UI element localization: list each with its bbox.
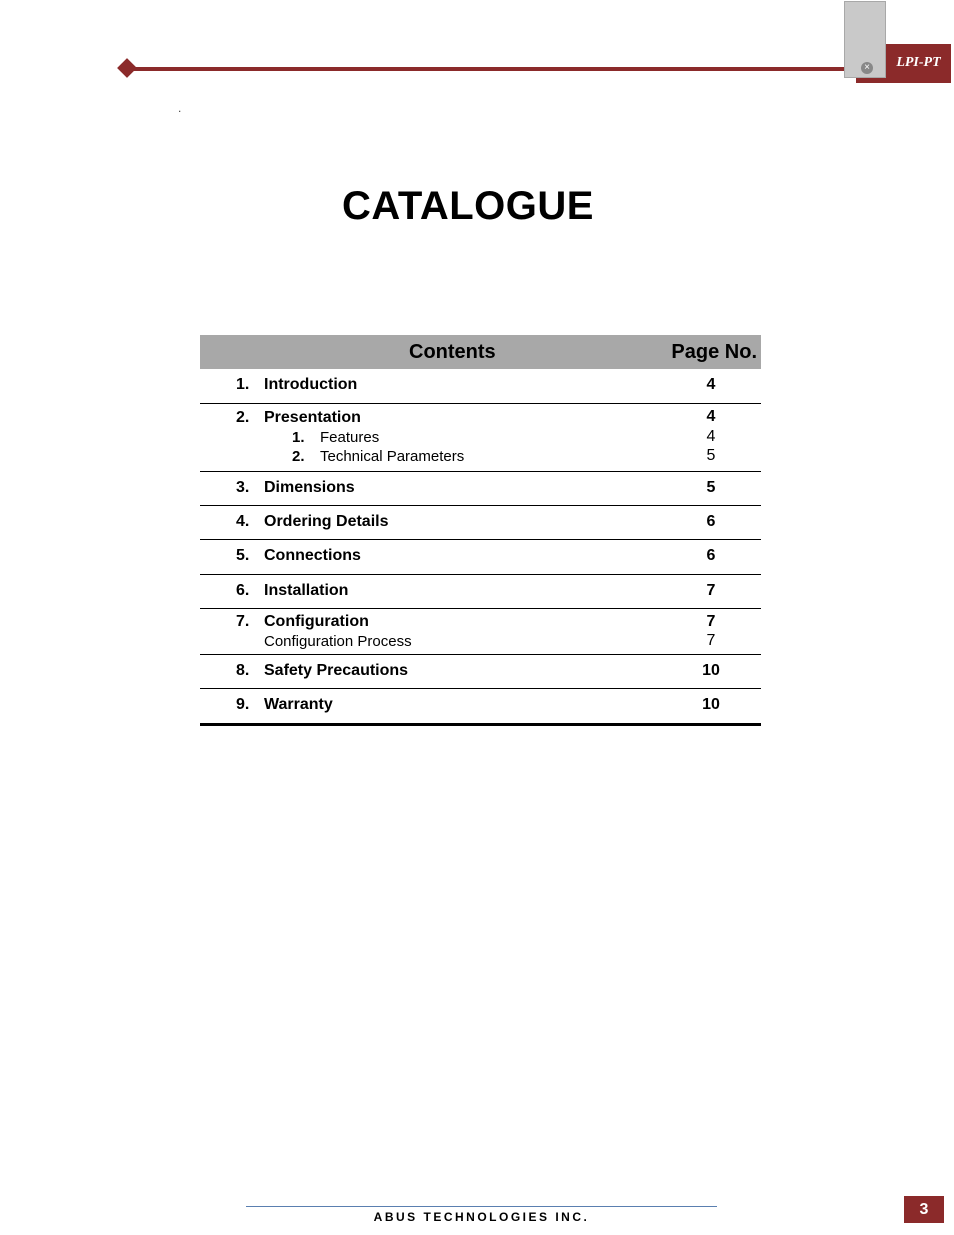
subentry-number: 2. xyxy=(292,448,305,465)
entry-page: 7 xyxy=(706,613,716,630)
entry-title: 8. Safety Precautions xyxy=(236,662,409,679)
header-diamond-icon xyxy=(117,58,137,78)
table-row xyxy=(200,472,761,506)
subentry-number: 1. xyxy=(292,429,305,446)
entry-title: 5. Connections xyxy=(236,547,361,564)
table-row xyxy=(200,404,761,472)
entry-title: 1. Introduction xyxy=(236,376,358,393)
entry-page: 10 xyxy=(702,696,720,713)
entry-page: 4 xyxy=(706,376,716,393)
entry-title: 6. Installation xyxy=(236,582,349,599)
subentry-page: 7 xyxy=(706,632,716,649)
entry-title: 3. Dimensions xyxy=(236,479,355,496)
entry-title: 4. Ordering Details xyxy=(236,513,389,530)
contents-table-header xyxy=(200,335,761,369)
header-rule xyxy=(128,67,846,71)
table-row xyxy=(200,689,761,726)
contents-table xyxy=(200,335,761,726)
subentry-page: 4 xyxy=(706,428,716,445)
page-title: CATALOGUE xyxy=(342,184,594,228)
subentry-title: Features xyxy=(320,429,380,446)
entry-title: 9. Warranty xyxy=(236,696,333,713)
subentry-title: Configuration Process xyxy=(264,633,412,650)
close-circle-icon: × xyxy=(861,62,873,74)
subentry-title: Technical Parameters xyxy=(320,448,465,465)
footer-company: ABUS TECHNOLOGIES INC. xyxy=(373,1210,590,1224)
footer-rule xyxy=(246,1206,717,1207)
table-row xyxy=(200,609,761,655)
entry-page: 6 xyxy=(706,547,716,564)
subentry-page: 5 xyxy=(706,447,716,464)
entry-page: 7 xyxy=(706,582,716,599)
page-number-badge: 3 xyxy=(904,1196,944,1223)
stray-dot: . xyxy=(178,101,182,115)
table-row xyxy=(200,655,761,689)
entry-page: 10 xyxy=(702,662,720,679)
page-column-header: Page No. xyxy=(671,341,757,363)
table-row xyxy=(200,575,761,609)
entry-page: 4 xyxy=(706,408,716,425)
entry-page: 6 xyxy=(706,513,716,530)
entry-title: 2. Presentation xyxy=(236,409,361,426)
contents-column-header: Contents xyxy=(409,341,496,363)
table-row xyxy=(200,369,761,404)
table-row xyxy=(200,540,761,575)
table-row xyxy=(200,506,761,540)
entry-page: 5 xyxy=(706,479,716,496)
header-tab-label: LPI-PT xyxy=(896,55,941,70)
entry-title: 7. Configuration xyxy=(236,613,369,630)
